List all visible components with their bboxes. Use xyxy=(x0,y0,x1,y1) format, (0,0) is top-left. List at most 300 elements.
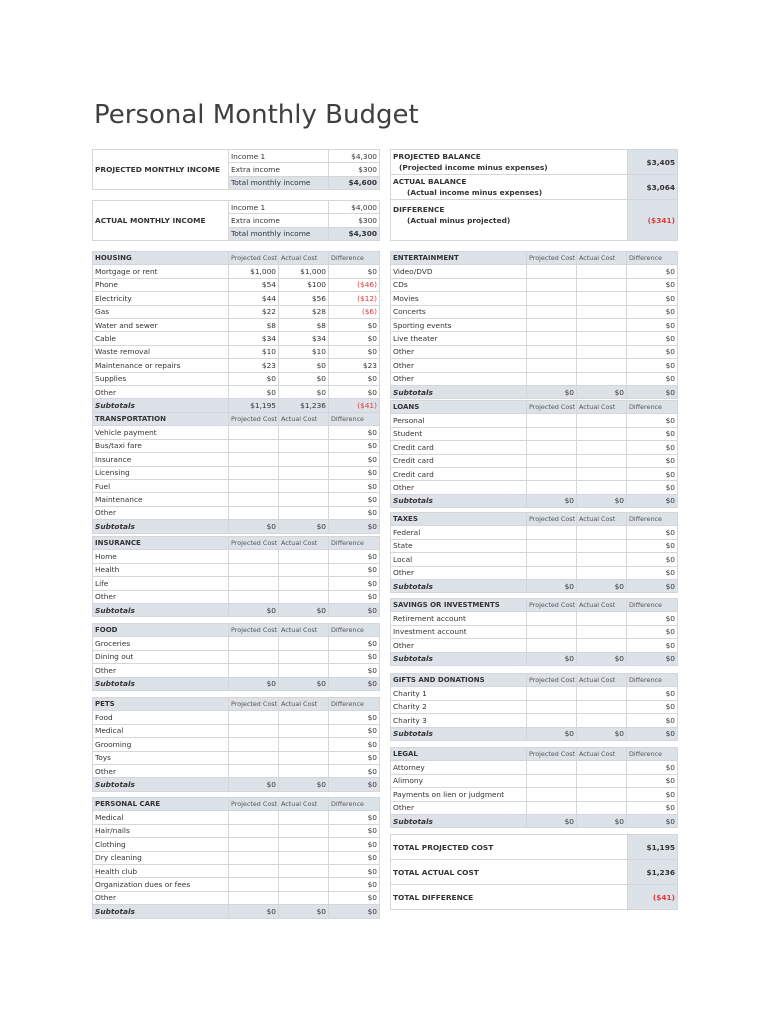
total-value: $1,195 xyxy=(628,835,678,860)
row-label: Other xyxy=(93,764,229,777)
table-row xyxy=(93,811,380,824)
row-label: Medical xyxy=(93,811,229,824)
subtotal-projected: $0 xyxy=(229,905,279,918)
table-row xyxy=(93,878,380,891)
difference: $0 xyxy=(329,563,380,576)
section-pets xyxy=(92,697,380,792)
table-row xyxy=(93,265,380,278)
difference: $0 xyxy=(329,824,380,837)
income-item-value: $4,600 xyxy=(329,176,380,189)
actual-cost xyxy=(577,467,627,480)
row-label: Clothing xyxy=(93,838,229,851)
projected-cost xyxy=(229,864,279,877)
projected-cost xyxy=(229,811,279,824)
projected-cost xyxy=(527,526,577,539)
total-label: TOTAL PROJECTED COST xyxy=(391,835,628,860)
table-row xyxy=(391,700,678,713)
projected-cost xyxy=(527,454,577,467)
subtotal-difference: $0 xyxy=(627,385,678,398)
table-row xyxy=(93,824,380,837)
difference: $0 xyxy=(627,481,678,494)
income-label: ACTUAL MONTHLY INCOME xyxy=(93,201,229,241)
projected-cost xyxy=(229,664,279,677)
table-row xyxy=(391,612,678,625)
row-label: Maintenance or repairs xyxy=(93,359,229,372)
income-item-value: $300 xyxy=(329,163,380,176)
difference: $0 xyxy=(627,539,678,552)
difference: $0 xyxy=(329,738,380,751)
actual-cost xyxy=(577,305,627,318)
col-actual-header: Actual Cost xyxy=(279,698,329,711)
projected-cost xyxy=(527,553,577,566)
difference: $0 xyxy=(329,453,380,466)
income-item-label: Income 1 xyxy=(229,150,329,163)
table-row xyxy=(391,566,678,579)
table-row xyxy=(93,563,380,576)
income-item-label: Extra income xyxy=(229,214,329,227)
subtotal-actual: $0 xyxy=(279,603,329,616)
section-header xyxy=(391,252,678,265)
table-row xyxy=(93,650,380,663)
difference: $0 xyxy=(627,454,678,467)
table-row xyxy=(93,453,380,466)
projected-cost xyxy=(229,493,279,506)
actual-cost xyxy=(279,891,329,904)
row-label: Vehicle payment xyxy=(93,426,229,439)
row-label: Other xyxy=(391,566,527,579)
income-row xyxy=(93,201,380,214)
projected-cost xyxy=(527,359,577,372)
row-label: Gas xyxy=(93,305,229,318)
subtotal-projected: $0 xyxy=(527,385,577,398)
section-title: GIFTS AND DONATIONS xyxy=(391,674,527,687)
table-row xyxy=(93,479,380,492)
difference: ($46) xyxy=(329,278,380,291)
table-row xyxy=(93,385,380,398)
difference: $0 xyxy=(627,359,678,372)
subtotal-label: Subtotals xyxy=(93,603,229,616)
table-row xyxy=(93,851,380,864)
section-title: LEGAL xyxy=(391,748,527,761)
subtotal-label: Subtotals xyxy=(93,520,229,533)
projected-cost: $8 xyxy=(229,318,279,331)
table-row xyxy=(391,687,678,700)
col-projected-header: Projected Cost xyxy=(527,674,577,687)
section-transportation xyxy=(92,412,380,534)
col-difference-header: Difference xyxy=(627,401,678,414)
section-header xyxy=(93,698,380,711)
actual-cost xyxy=(577,714,627,727)
projected-cost: $1,000 xyxy=(229,265,279,278)
section-gifts-and-donations xyxy=(390,673,678,741)
row-label: Maintenance xyxy=(93,493,229,506)
actual-cost: $1,000 xyxy=(279,265,329,278)
actual-cost xyxy=(279,664,329,677)
balance-label-cell xyxy=(391,200,628,241)
section-savings-or-investments xyxy=(390,598,678,666)
projected-cost xyxy=(229,637,279,650)
difference: $0 xyxy=(329,385,380,398)
projected-cost xyxy=(229,439,279,452)
col-actual-header: Actual Cost xyxy=(577,513,627,526)
difference: $0 xyxy=(627,625,678,638)
actual-cost xyxy=(279,878,329,891)
projected-cost xyxy=(527,714,577,727)
difference: $0 xyxy=(329,466,380,479)
table-row xyxy=(391,441,678,454)
difference: $0 xyxy=(329,372,380,385)
table-row xyxy=(93,637,380,650)
projected-cost xyxy=(527,687,577,700)
section-header xyxy=(391,513,678,526)
section-header xyxy=(391,748,678,761)
section-personal-care xyxy=(92,797,380,919)
income-label: PROJECTED MONTHLY INCOME xyxy=(93,150,229,190)
subtotal-difference: $0 xyxy=(329,603,380,616)
table-row xyxy=(93,738,380,751)
subtotal-projected: $1,195 xyxy=(229,399,279,412)
row-label: Other xyxy=(391,481,527,494)
projected-cost xyxy=(527,539,577,552)
difference: $0 xyxy=(329,426,380,439)
difference: $0 xyxy=(329,318,380,331)
row-label: Alimony xyxy=(391,774,527,787)
section-title: ENTERTAINMENT xyxy=(391,252,527,265)
table-row xyxy=(391,761,678,774)
subtotal-label: Subtotals xyxy=(93,905,229,918)
projected-cost: $22 xyxy=(229,305,279,318)
col-difference-header: Difference xyxy=(627,674,678,687)
actual-cost: $0 xyxy=(279,359,329,372)
table-row xyxy=(391,332,678,345)
difference: $0 xyxy=(627,612,678,625)
row-label: Credit card xyxy=(391,441,527,454)
row-label: Local xyxy=(391,553,527,566)
col-difference-header: Difference xyxy=(627,748,678,761)
actual-cost xyxy=(279,550,329,563)
projected-cost xyxy=(527,345,577,358)
page-title: Personal Monthly Budget xyxy=(94,100,419,130)
col-difference-header: Difference xyxy=(329,624,380,637)
col-actual-header: Actual Cost xyxy=(279,413,329,426)
row-label: Other xyxy=(93,664,229,677)
subtotal-actual: $1,236 xyxy=(279,399,329,412)
difference: $0 xyxy=(627,318,678,331)
table-row xyxy=(93,764,380,777)
table-row xyxy=(93,493,380,506)
actual-cost: $28 xyxy=(279,305,329,318)
section-title: SAVINGS OR INVESTMENTS xyxy=(391,599,527,612)
subtotal-projected: $0 xyxy=(229,603,279,616)
table-row xyxy=(93,506,380,519)
subtotal-label: Subtotals xyxy=(391,652,527,665)
difference: $0 xyxy=(329,711,380,724)
row-label: Organization dues or fees xyxy=(93,878,229,891)
difference: $0 xyxy=(627,414,678,427)
col-difference-header: Difference xyxy=(329,252,380,265)
difference: $0 xyxy=(329,650,380,663)
actual-cost xyxy=(279,864,329,877)
difference: $0 xyxy=(627,566,678,579)
section-housing xyxy=(92,251,380,413)
actual-cost xyxy=(279,637,329,650)
actual-cost xyxy=(279,811,329,824)
table-row xyxy=(391,539,678,552)
col-difference-header: Difference xyxy=(329,537,380,550)
row-label: Video/DVD xyxy=(391,265,527,278)
difference: $0 xyxy=(329,764,380,777)
actual-cost xyxy=(279,724,329,737)
section-header xyxy=(93,798,380,811)
balance-value: $3,405 xyxy=(628,150,678,175)
difference: $0 xyxy=(329,664,380,677)
balance-value: ($341) xyxy=(628,200,678,241)
table-row xyxy=(93,590,380,603)
actual-cost xyxy=(577,318,627,331)
subtotal-row xyxy=(391,727,678,740)
section-legal xyxy=(390,747,678,828)
difference: $0 xyxy=(329,265,380,278)
difference: $0 xyxy=(329,811,380,824)
table-row xyxy=(93,751,380,764)
actual-cost xyxy=(577,278,627,291)
actual-cost xyxy=(577,526,627,539)
col-projected-header: Projected Cost xyxy=(527,748,577,761)
projected-cost xyxy=(229,466,279,479)
section-title: INSURANCE xyxy=(93,537,229,550)
actual-cost xyxy=(279,764,329,777)
income-item-value: $4,300 xyxy=(329,150,380,163)
section-taxes xyxy=(390,512,678,593)
table-row xyxy=(93,724,380,737)
col-actual-header: Actual Cost xyxy=(577,401,627,414)
row-label: Home xyxy=(93,550,229,563)
table-row xyxy=(391,265,678,278)
income-item-value: $4,000 xyxy=(329,201,380,214)
section-loans xyxy=(390,400,678,508)
actual-cost xyxy=(577,553,627,566)
subtotal-projected: $0 xyxy=(229,778,279,791)
subtotal-difference: $0 xyxy=(329,520,380,533)
col-difference-header: Difference xyxy=(627,252,678,265)
table-row xyxy=(93,426,380,439)
row-label: Waste removal xyxy=(93,345,229,358)
section-entertainment xyxy=(390,251,678,399)
difference: $0 xyxy=(627,774,678,787)
actual-cost xyxy=(577,265,627,278)
difference: $0 xyxy=(329,550,380,563)
table-row xyxy=(93,466,380,479)
section-food xyxy=(92,623,380,691)
projected-cost: $54 xyxy=(229,278,279,291)
table-row xyxy=(93,711,380,724)
difference: $0 xyxy=(627,345,678,358)
difference: $0 xyxy=(329,332,380,345)
totals-table xyxy=(390,834,678,910)
actual-cost xyxy=(577,566,627,579)
section-header xyxy=(93,537,380,550)
row-label: Other xyxy=(93,506,229,519)
actual-cost xyxy=(279,439,329,452)
projected-cost xyxy=(527,788,577,801)
projected-cost xyxy=(229,590,279,603)
col-actual-header: Actual Cost xyxy=(577,252,627,265)
row-label: State xyxy=(391,539,527,552)
subtotal-label: Subtotals xyxy=(93,399,229,412)
subtotal-actual: $0 xyxy=(577,579,627,592)
row-label: Sporting events xyxy=(391,318,527,331)
difference: ($12) xyxy=(329,292,380,305)
actual-cost xyxy=(279,738,329,751)
row-label: Credit card xyxy=(391,454,527,467)
table-row xyxy=(391,278,678,291)
projected-cost xyxy=(229,563,279,576)
row-label: Food xyxy=(93,711,229,724)
income-item-value: $4,300 xyxy=(329,227,380,240)
difference: $0 xyxy=(329,493,380,506)
row-label: Supplies xyxy=(93,372,229,385)
actual-cost xyxy=(279,493,329,506)
projected-cost xyxy=(229,550,279,563)
col-actual-header: Actual Cost xyxy=(577,674,627,687)
projected-cost xyxy=(527,372,577,385)
subtotal-row xyxy=(93,778,380,791)
col-difference-header: Difference xyxy=(329,698,380,711)
subtotal-difference: $0 xyxy=(329,677,380,690)
projected-cost xyxy=(527,467,577,480)
row-label: Toys xyxy=(93,751,229,764)
subtotal-actual: $0 xyxy=(577,814,627,827)
subtotal-row xyxy=(391,385,678,398)
projected-cost xyxy=(527,481,577,494)
subtotal-difference: $0 xyxy=(329,778,380,791)
actual-cost xyxy=(279,650,329,663)
subtotal-projected: $0 xyxy=(229,677,279,690)
projected-cost xyxy=(229,711,279,724)
subtotal-row xyxy=(93,603,380,616)
difference: $23 xyxy=(329,359,380,372)
col-projected-header: Projected Cost xyxy=(229,798,279,811)
difference: $0 xyxy=(627,639,678,652)
balance-sublabel: (Projected income minus expenses) xyxy=(399,163,548,172)
subtotal-projected: $0 xyxy=(527,814,577,827)
actual-cost xyxy=(279,851,329,864)
projected-cost: $0 xyxy=(229,372,279,385)
projected-cost xyxy=(527,414,577,427)
table-row xyxy=(391,788,678,801)
table-row xyxy=(93,664,380,677)
total-row xyxy=(391,860,678,885)
subtotal-projected: $0 xyxy=(229,520,279,533)
subtotal-row xyxy=(93,905,380,918)
actual-cost xyxy=(577,788,627,801)
col-actual-header: Actual Cost xyxy=(279,624,329,637)
col-projected-header: Projected Cost xyxy=(527,599,577,612)
row-label: Life xyxy=(93,577,229,590)
actual-cost xyxy=(577,441,627,454)
actual-cost xyxy=(577,359,627,372)
actual-cost: $100 xyxy=(279,278,329,291)
row-label: Other xyxy=(391,801,527,814)
difference: $0 xyxy=(627,441,678,454)
subtotal-difference: $0 xyxy=(627,727,678,740)
table-row xyxy=(391,292,678,305)
table-row xyxy=(93,864,380,877)
difference: $0 xyxy=(329,724,380,737)
projected-cost xyxy=(527,292,577,305)
balance-label-cell xyxy=(391,150,628,175)
difference: $0 xyxy=(329,345,380,358)
subtotal-label: Subtotals xyxy=(391,727,527,740)
projected-cost xyxy=(527,566,577,579)
difference: $0 xyxy=(627,687,678,700)
actual-cost xyxy=(577,372,627,385)
actual-cost xyxy=(279,453,329,466)
table-row xyxy=(93,305,380,318)
col-actual-header: Actual Cost xyxy=(577,748,627,761)
projected-income-table xyxy=(92,149,380,190)
table-row xyxy=(93,577,380,590)
actual-income-table xyxy=(92,200,380,241)
row-label: Attorney xyxy=(391,761,527,774)
section-title: FOOD xyxy=(93,624,229,637)
subtotal-label: Subtotals xyxy=(93,778,229,791)
row-label: Mortgage or rent xyxy=(93,265,229,278)
difference: $0 xyxy=(627,467,678,480)
row-label: Personal xyxy=(391,414,527,427)
subtotal-label: Subtotals xyxy=(391,385,527,398)
actual-cost xyxy=(577,612,627,625)
row-label: Dining out xyxy=(93,650,229,663)
actual-cost: $10 xyxy=(279,345,329,358)
subtotal-row xyxy=(391,652,678,665)
difference: $0 xyxy=(627,332,678,345)
actual-cost xyxy=(577,539,627,552)
projected-cost xyxy=(229,650,279,663)
total-label: TOTAL ACTUAL COST xyxy=(391,860,628,885)
difference: $0 xyxy=(329,506,380,519)
total-value: $1,236 xyxy=(628,860,678,885)
subtotal-projected: $0 xyxy=(527,727,577,740)
income-row xyxy=(93,150,380,163)
row-label: Investment account xyxy=(391,625,527,638)
section-header xyxy=(93,413,380,426)
actual-cost xyxy=(577,345,627,358)
balance-value: $3,064 xyxy=(628,175,678,200)
actual-cost xyxy=(577,774,627,787)
col-difference-header: Difference xyxy=(627,513,678,526)
table-row xyxy=(93,332,380,345)
subtotal-actual: $0 xyxy=(577,727,627,740)
actual-cost xyxy=(279,577,329,590)
projected-cost xyxy=(527,332,577,345)
projected-cost xyxy=(527,278,577,291)
table-row xyxy=(93,318,380,331)
balance-row xyxy=(391,175,678,200)
difference: $0 xyxy=(627,700,678,713)
projected-cost: $0 xyxy=(229,385,279,398)
balance-row xyxy=(391,150,678,175)
balance-sublabel: (Actual minus projected) xyxy=(407,216,511,225)
actual-cost: $34 xyxy=(279,332,329,345)
table-row xyxy=(391,553,678,566)
subtotal-projected: $0 xyxy=(527,652,577,665)
difference: $0 xyxy=(329,637,380,650)
balance-table xyxy=(390,149,678,241)
col-difference-header: Difference xyxy=(329,413,380,426)
row-label: Hair/nails xyxy=(93,824,229,837)
table-row xyxy=(391,774,678,787)
